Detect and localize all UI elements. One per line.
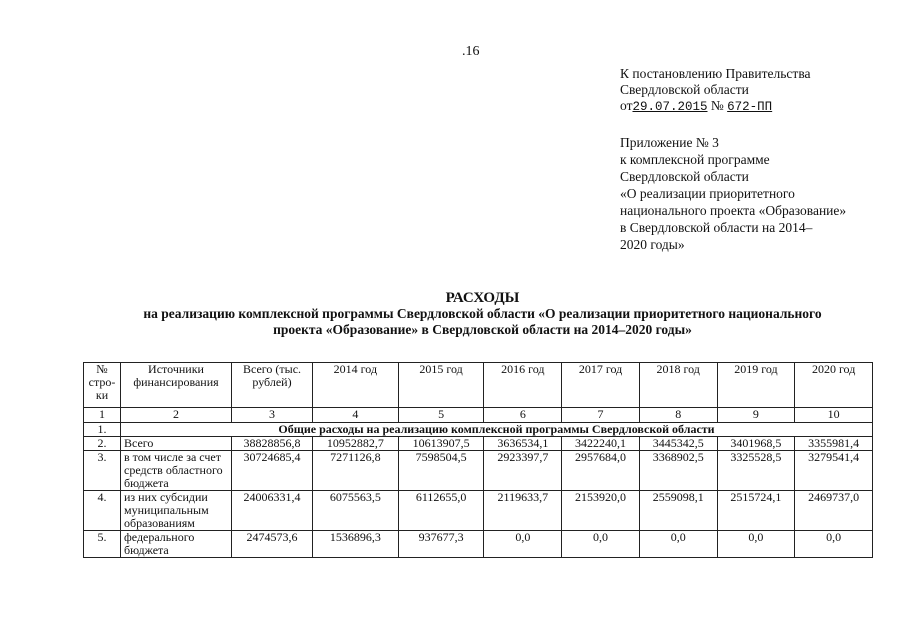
value-cell: 3636534,1	[484, 437, 562, 451]
value-cell: 0,0	[484, 531, 562, 558]
header-cell: 2020 год	[795, 363, 873, 408]
header-cell: 2019 год	[717, 363, 795, 408]
row-number: 5.	[84, 531, 121, 558]
value-cell: 2469737,0	[795, 491, 873, 531]
source-cell: Всего	[121, 437, 232, 451]
appendix-line: Приложение № 3	[620, 135, 719, 150]
source-cell: федерального бюджета	[121, 531, 232, 558]
section-label: Общие расходы на реализацию комплексной программы Свердловской области	[121, 423, 873, 437]
value-cell: 2153920,0	[562, 491, 640, 531]
column-number: 4	[313, 408, 399, 423]
value-cell: 7598504,5	[398, 451, 484, 491]
column-number-row	[84, 408, 873, 423]
appendix-line: «О реализации приоритетного	[620, 186, 795, 201]
value-cell: 2559098,1	[639, 491, 717, 531]
appendix-line: Свердловской области	[620, 169, 749, 184]
value-cell: 10952882,7	[313, 437, 399, 451]
header-cell: 2017 год	[562, 363, 640, 408]
value-cell: 3368902,5	[639, 451, 717, 491]
row-number: 3.	[84, 451, 121, 491]
column-number: 10	[795, 408, 873, 423]
row-number: 1.	[84, 423, 121, 437]
value-cell: 2119633,7	[484, 491, 562, 531]
header-cell: № стро-ки	[84, 363, 121, 408]
column-number: 1	[84, 408, 121, 423]
column-number: 6	[484, 408, 562, 423]
header-row	[84, 363, 873, 408]
date-prefix: от	[620, 98, 633, 113]
section-row	[84, 423, 873, 437]
value-cell: 3279541,4	[795, 451, 873, 491]
approval-line-2: Свердловской области	[620, 82, 749, 97]
table-row	[84, 531, 873, 558]
value-cell: 0,0	[717, 531, 795, 558]
value-cell: 0,0	[795, 531, 873, 558]
value-cell: 0,0	[639, 531, 717, 558]
value-cell: 1536896,3	[313, 531, 399, 558]
column-number: 2	[121, 408, 232, 423]
header-cell: Всего (тыс. рублей)	[232, 363, 313, 408]
header-cell: 2014 год	[313, 363, 399, 408]
title-sub-2: проекта «Образование» в Свердловской области на 2014–2020 годы»	[273, 322, 692, 337]
header-cell: 2016 год	[484, 363, 562, 408]
column-number: 7	[562, 408, 640, 423]
value-cell: 3325528,5	[717, 451, 795, 491]
value-cell: 3422240,1	[562, 437, 640, 451]
approval-date: 29.07.2015	[632, 100, 708, 114]
table-row	[84, 451, 873, 491]
appendix-block	[620, 134, 890, 253]
table-row	[84, 437, 873, 451]
title-sub-1: на реализацию комплексной программы Свердловской области «О реализации приоритетного национального	[143, 306, 822, 321]
source-cell: из них субсидии муниципальным образованиям	[121, 491, 232, 531]
number-prefix: №	[710, 98, 724, 113]
value-cell: 2923397,7	[484, 451, 562, 491]
column-number: 5	[398, 408, 484, 423]
value-cell: 30724685,4	[232, 451, 313, 491]
expenses-table	[83, 362, 873, 558]
table-row	[84, 491, 873, 531]
appendix-line: 2020 годы»	[620, 237, 685, 252]
approval-date-line	[620, 98, 811, 115]
approval-line-1: К постановлению Правительства	[620, 66, 811, 81]
value-cell: 937677,3	[398, 531, 484, 558]
value-cell: 7271126,8	[313, 451, 399, 491]
value-cell: 3355981,4	[795, 437, 873, 451]
column-number: 3	[232, 408, 313, 423]
source-cell: в том числе за счет средств областного бюджета	[121, 451, 232, 491]
appendix-line: в Свердловской области на 2014–	[620, 220, 813, 235]
value-cell: 38828856,8	[232, 437, 313, 451]
value-cell: 2474573,6	[232, 531, 313, 558]
header-cell: 2018 год	[639, 363, 717, 408]
header-cell: Источники финансирования	[121, 363, 232, 408]
value-cell: 6075563,5	[313, 491, 399, 531]
value-cell: 0,0	[562, 531, 640, 558]
page-number: .16	[462, 44, 480, 59]
value-cell: 3401968,5	[717, 437, 795, 451]
row-number: 4.	[84, 491, 121, 531]
approval-block	[620, 66, 811, 115]
value-cell: 6112655,0	[398, 491, 484, 531]
value-cell: 10613907,5	[398, 437, 484, 451]
column-number: 8	[639, 408, 717, 423]
value-cell: 3445342,5	[639, 437, 717, 451]
row-number: 2.	[84, 437, 121, 451]
value-cell: 24006331,4	[232, 491, 313, 531]
header-cell: 2015 год	[398, 363, 484, 408]
value-cell: 2957684,0	[562, 451, 640, 491]
document-title	[60, 290, 905, 338]
appendix-line: к комплексной программе	[620, 152, 770, 167]
column-number: 9	[717, 408, 795, 423]
value-cell: 2515724,1	[717, 491, 795, 531]
approval-number: 672-ПП	[727, 100, 773, 114]
appendix-line: национального проекта «Образование»	[620, 203, 847, 218]
title-main: РАСХОДЫ	[445, 290, 520, 306]
